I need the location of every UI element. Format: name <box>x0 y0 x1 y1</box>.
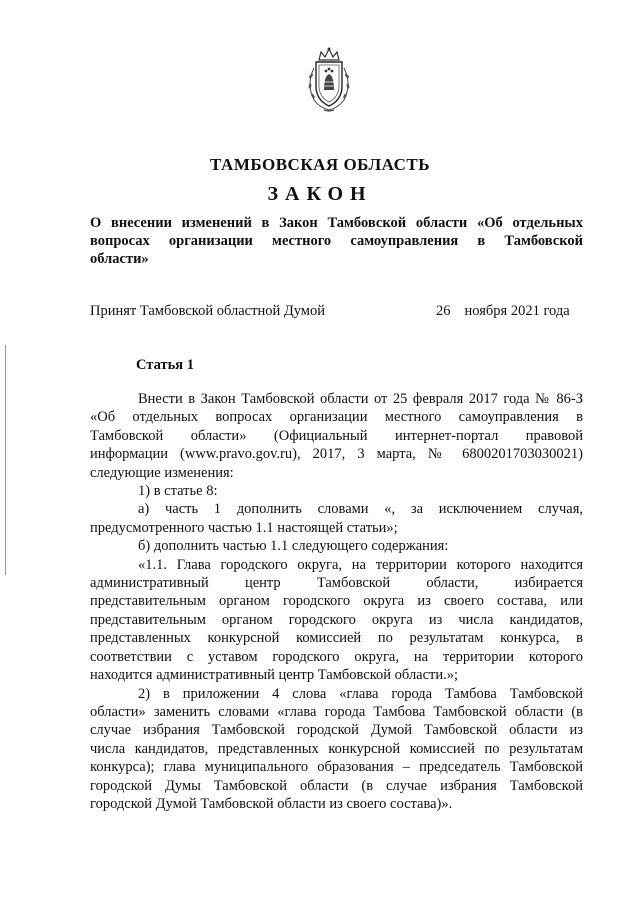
body-line: области» заменить словами «глава города Тамбова Тамбовской области (в <box>90 703 583 720</box>
law-subject-line: вопросах организации местного самоуправления в Тамбовской <box>90 233 583 249</box>
body-line: случае избрания Тамбовской городской Думой Тамбовской области из <box>90 722 583 739</box>
body-line: городской Думой Тамбовской области из своего состава)». <box>90 795 453 812</box>
body-line: б) дополнить частью 1.1 следующего содержания: <box>138 538 449 555</box>
body-line: следующие изменения: <box>90 464 234 481</box>
body-line: административный центр Тамбовской области, избирается <box>90 575 583 592</box>
body-line: 1) в статье 8: <box>138 483 218 500</box>
body-line: соответствии с уставом городского округа, на территории которого <box>90 648 583 665</box>
body-line: «1.1. Глава городского округа, на территории которого находится <box>138 556 583 573</box>
body-line: представительным органом городского округа из числа кандидатов, <box>90 611 583 628</box>
body-line: представленных конкурсной комиссией по результатам конкурса, в <box>90 630 583 647</box>
body-line: а) часть 1 дополнить словами «, за исключением случая, <box>138 501 583 518</box>
body-line: числа кандидатов, представленных конкурсной комиссией по результатам <box>90 740 583 757</box>
law-subject-line: области» <box>90 251 149 267</box>
region-title: ТАМБОВСКАЯ ОБЛАСТЬ <box>210 155 430 174</box>
adoption-month-year: ноября 2021 года <box>464 303 570 319</box>
coat-of-arms-icon <box>302 46 356 114</box>
body-line: предусмотренного частью 1.1 настоящей статьи»; <box>90 519 398 536</box>
body-line: Внести в Закон Тамбовской области от 25 февраля 2017 года № 86-З <box>138 391 583 407</box>
scan-margin-mark <box>5 345 6 575</box>
article-body <box>90 390 583 813</box>
body-line: 2) в приложении 4 слова «глава города Тамбова Тамбовской <box>138 685 583 702</box>
document-type: ЗАКОН <box>267 183 373 205</box>
body-line: городской Думы Тамбовской области (в случае избрания Тамбовской <box>90 777 583 794</box>
law-subject-line: О внесении изменений в Закон Тамбовской области «Об отдельных <box>90 215 583 231</box>
body-line: «Об отдельных вопросах организации местного самоуправления в <box>90 409 583 426</box>
law-subject <box>90 214 583 268</box>
adoption-day: 26 <box>436 303 451 319</box>
body-line: представительным органом городского округа из своего состава, или <box>90 593 583 610</box>
body-line: информации (www.pravo.gov.ru), 2017, 3 марта, № 6800201703030021) <box>90 446 583 463</box>
adopted-by: Принят Тамбовской областной Думой <box>90 303 325 319</box>
adoption-date <box>436 303 570 320</box>
body-line: находится административный центр Тамбовской области.»; <box>90 667 459 684</box>
body-line: Тамбовской области» (Официальный интернет-портал правовой <box>90 427 583 444</box>
body-line: конкурса); глава муниципального образования – председатель Тамбовской <box>90 759 583 776</box>
article-title: Статья 1 <box>136 357 194 373</box>
